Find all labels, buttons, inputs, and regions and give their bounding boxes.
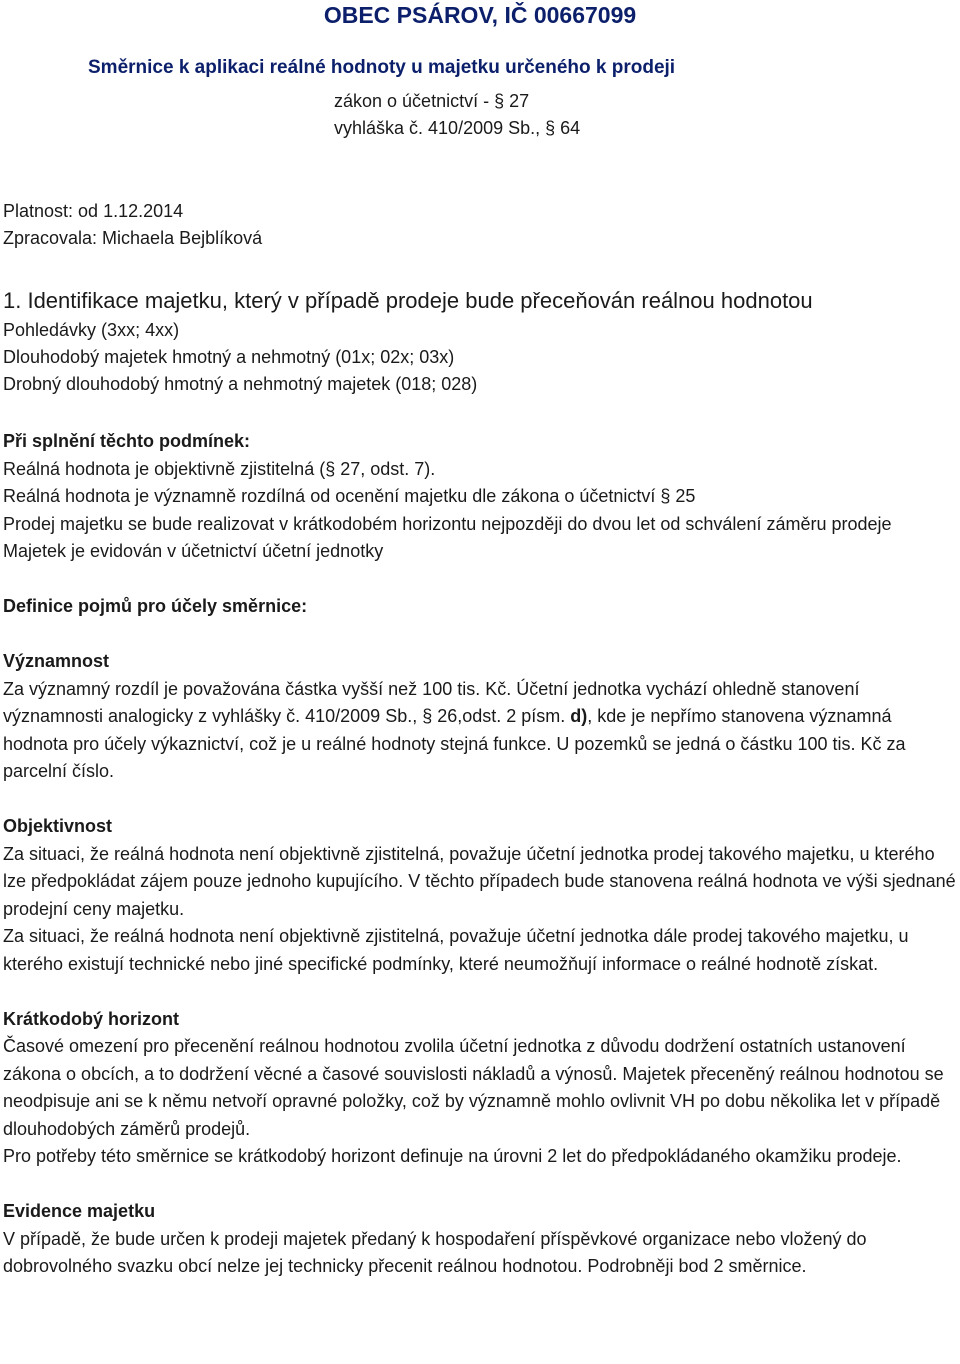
author: Zpracovala: Michaela Bejblíková — [3, 228, 263, 248]
asset-type-item: Dlouhodobý majetek hmotný a nehmotný (01x; 02x; 03x) — [3, 347, 455, 367]
records-heading: Evidence majetku — [3, 1201, 156, 1221]
document-title: OBEC PSÁROV, IČ 00667099 — [323, 2, 637, 28]
asset-type-item: Drobný dlouhodobý hmotný a nehmotný majetek (018; 028) — [3, 374, 478, 394]
significance-heading: Významnost — [3, 651, 110, 671]
law-reference-1: zákon o účetnictví - § 27 — [334, 91, 530, 111]
definitions-heading: Definice pojmů pro účely směrnice: — [3, 596, 308, 616]
conditions-heading: Při splnění těchto podmínek: — [3, 431, 251, 451]
records-paragraph: V případě, že bude určen k prodeji majetek předaný k hospodaření příspěvkové organizace nebo vložený do dobrovolného svazku obcí nelze jej technicky přecenit reálnou hodnotou. Podrobněji bod 2 směrnice. — [3, 1228, 867, 1276]
objectivity-paragraph: Za situaci, že reálná hodnota není objektivně zjistitelná, považuje účetní jednotka prodej takového majetku, u kterého lze předpokládat zájem pouze jednoho kupujícího. V těchto případech bude stanovena reálná hodnota ve výši sjednané prodejní ceny majetku. — [3, 843, 956, 919]
section-1-heading: 1. Identifikace majetku, který v případě prodeje bude přeceňován reálnou hodnotou — [3, 288, 813, 313]
short-term-paragraph: Pro potřeby této směrnice se krátkodobý horizont definuje na úrovni 2 let do předpokládaného okamžiku prodeje. — [3, 1146, 902, 1166]
short-term-paragraph: Časové omezení pro přecenění reálnou hodnotou zvolila účetní jednotka z důvodu dodržení ostatních ustanovení zákona o obcích, a to dodržení věcné a časové souvislosti nákladů a výnosů. Majetek přeceněný reálnou hodnotou se neodpisuje ani se k němu netvoří opravné položky, což by významně mohlo ovlivnit VH po dobu několika let v případě dlouhodobých záměrů prodejů. — [3, 1036, 944, 1139]
significance-text-b: , kde je nepřímo stanovena významná hodnota pro účely výkaznictví, což je u reálné hodnoty stejná funkce. U pozemků se jedná o částku 100 tis. Kč za parcelní číslo. — [3, 706, 906, 781]
validity-date: Platnost: od 1.12.2014 — [3, 201, 184, 221]
objectivity-heading: Objektivnost — [3, 816, 113, 836]
document-subtitle: Směrnice k aplikaci reálné hodnoty u majetku určeného k prodeji — [88, 57, 676, 78]
condition-line: Reálná hodnota je objektivně zjistitelná (§ 27, odst. 7). — [3, 458, 436, 479]
law-reference-2: vyhláška č. 410/2009 Sb., § 64 — [334, 118, 581, 138]
objectivity-paragraph: Za situaci, že reálná hodnota není objektivně zjistitelná, považuje účetní jednotka dále prodej takového majetku, u kterého existují technické nebo jiné specifické podmínky, které neumožňují informace o reálné hodnotě získat. — [3, 926, 909, 974]
significance-text — [3, 676, 958, 786]
significance-text-bold: d) — [570, 706, 588, 726]
asset-type-item: Pohledávky (3xx; 4xx) — [3, 320, 180, 340]
significance-text-a: Za významný rozdíl je považována částka vyšší než 100 tis. Kč. Účetní jednotka vychází ohledně stanovení významnosti analogicky z vyhlášky č. 410/2009 Sb., § 26,odst. 2 písm. — [3, 678, 860, 726]
document-body — [3, 428, 958, 1281]
condition-line: Majetek je evidován v účetnictví účetní jednotky — [3, 541, 384, 561]
condition-line: Prodej majetku se bude realizovat v krátkodobém horizontu nejpozději do dvou let od schválení záměru prodeje — [3, 513, 892, 534]
condition-line: Reálná hodnota je významně rozdílná od ocenění majetku dle zákona o účetnictví § 25 — [3, 486, 696, 506]
short-term-heading: Krátkodobý horizont — [3, 1008, 179, 1029]
